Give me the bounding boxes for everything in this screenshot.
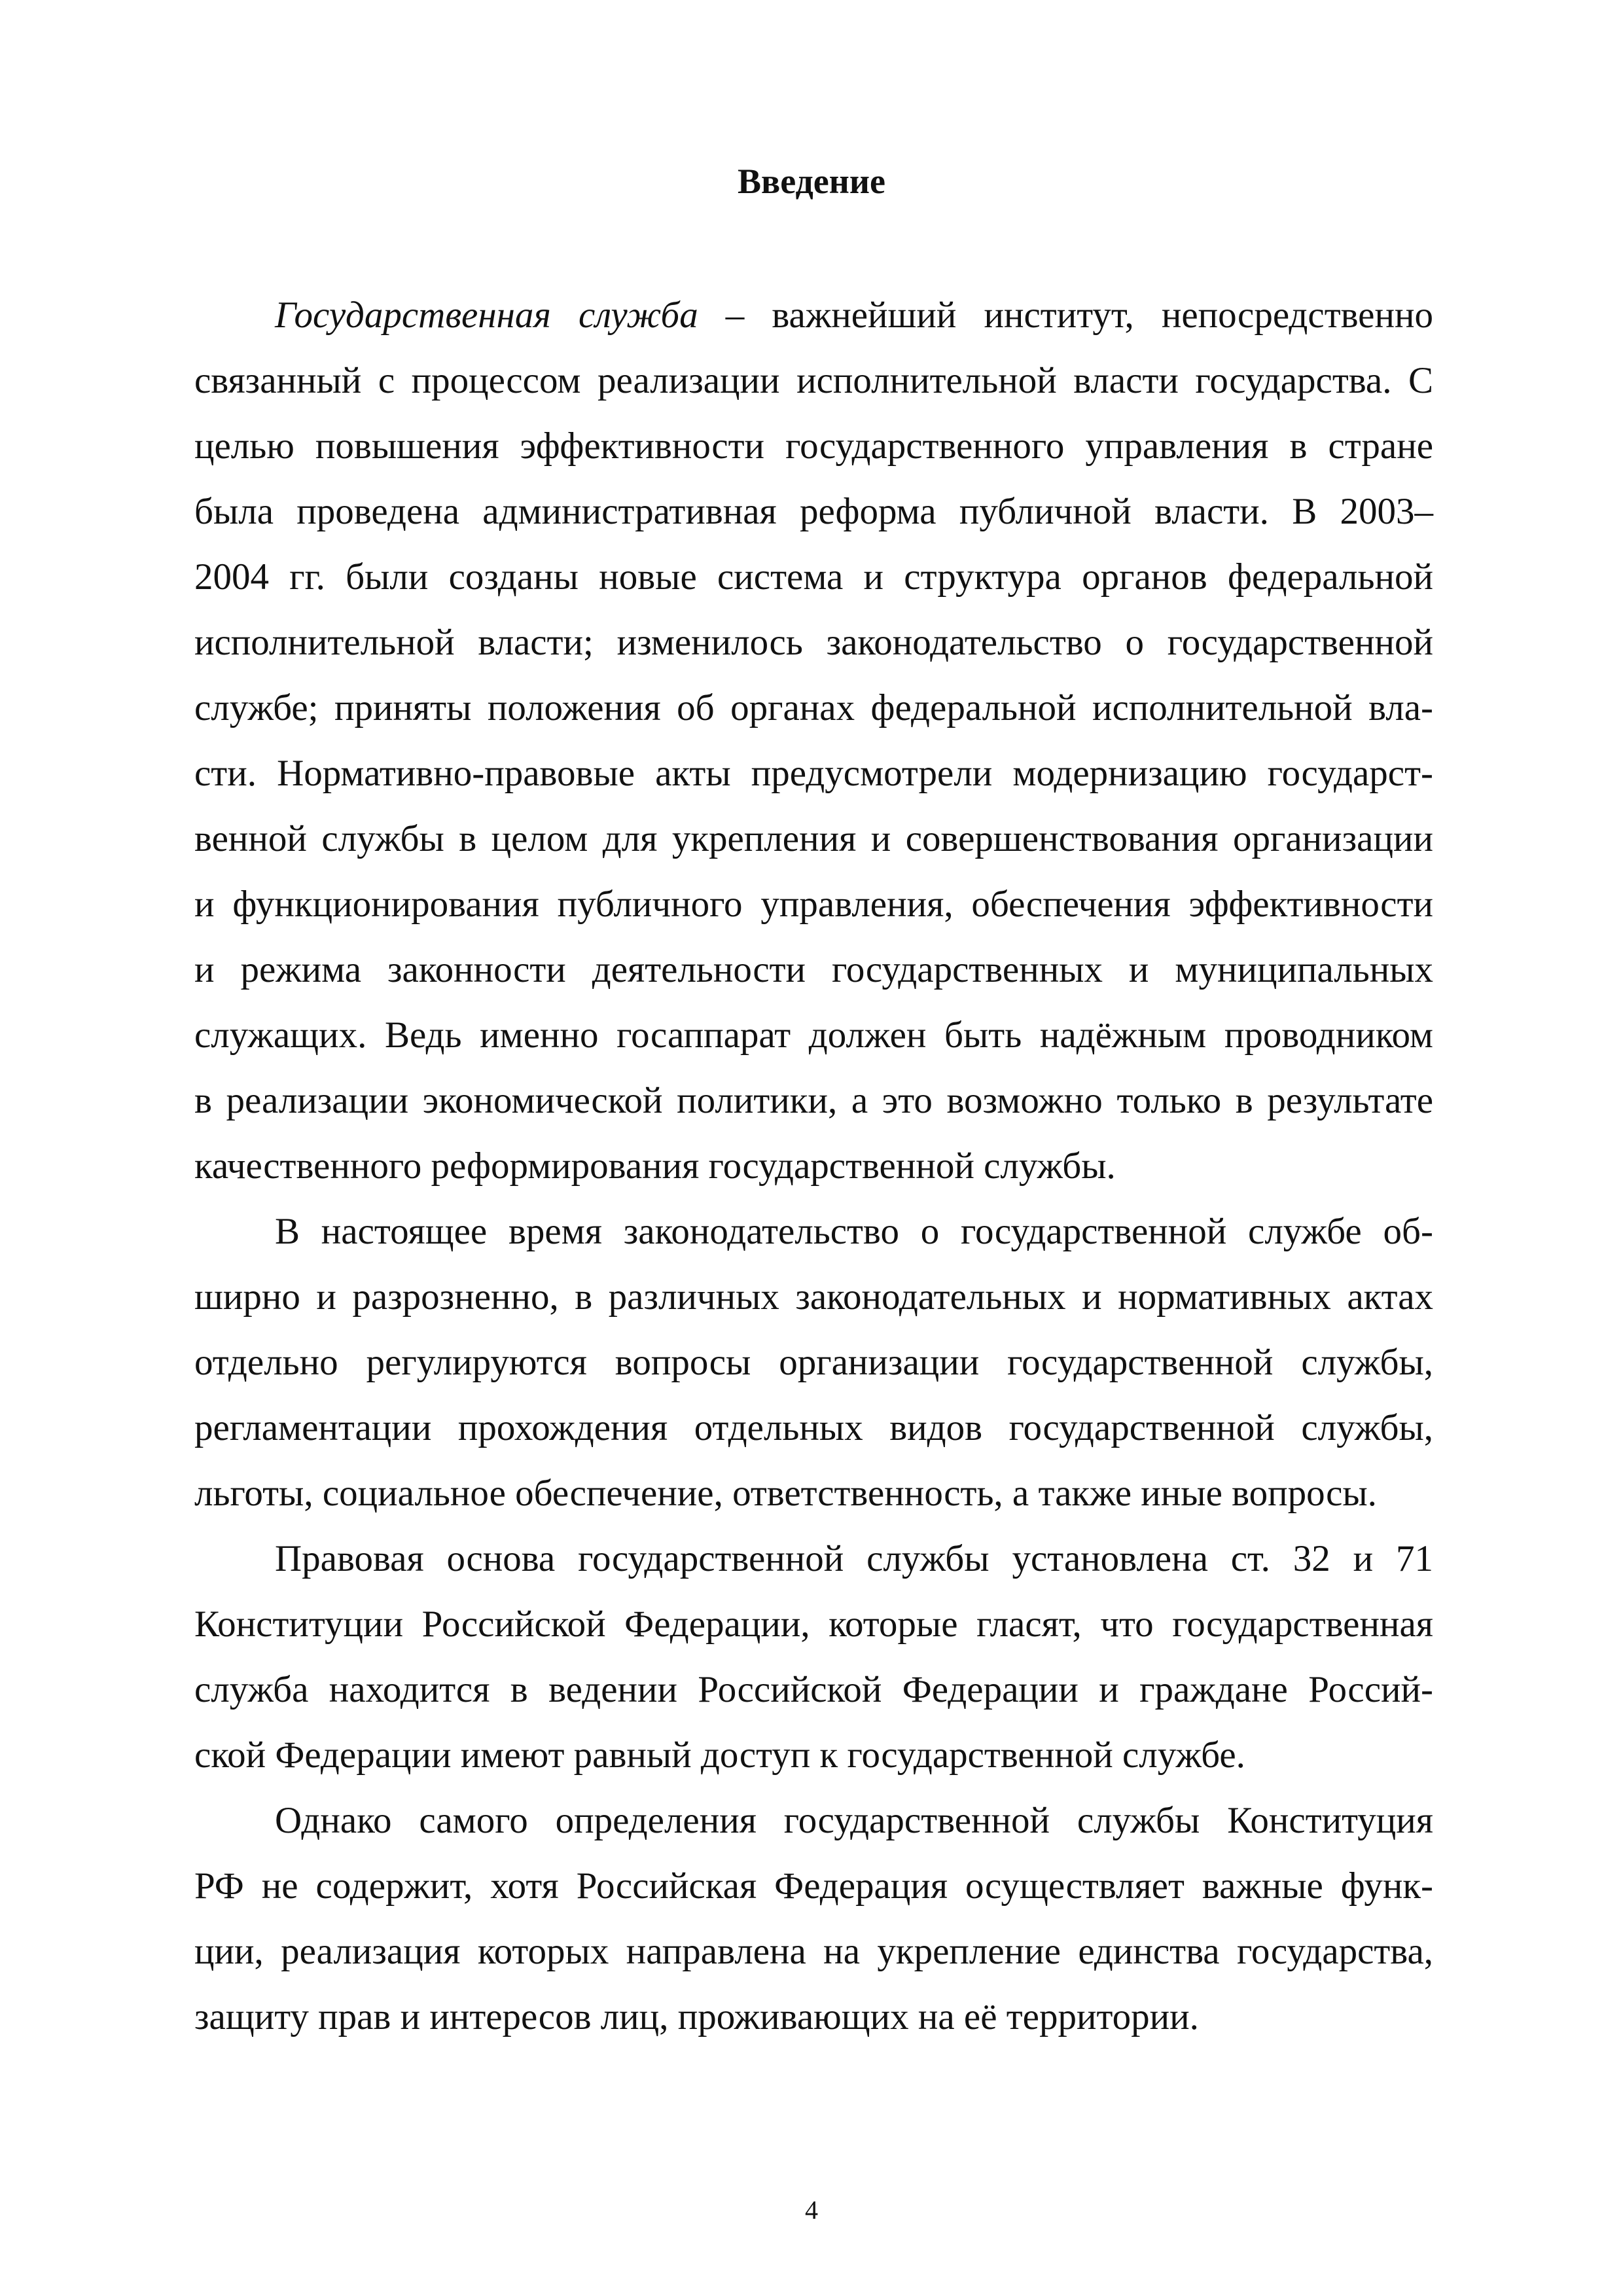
line-text: сти. Нормативно-правовые акты предусмотрели модернизацию государст- [194,753,1433,794]
line-text: связанный с процессом реализации исполнительной власти государства. С [194,360,1433,401]
line-text: регламентации прохождения отдельных видов государственной службы, [194,1407,1433,1448]
line-text: целью повышения эффективности государственного управления в стране [194,425,1433,467]
page-number: 4 [805,2195,818,2225]
page-title: Введение [738,162,885,201]
line-text: и функционирования публичного управления, обеспечения эффективности [194,884,1433,925]
line-text: Однако самого определения государственной службы Конституция [275,1800,1433,1841]
line-text: ской Федерации имеют равный доступ к государственной службе. [194,1734,1245,1776]
paragraph-4-line-1 [194,1788,1433,1854]
paragraph-1-line-8 [194,741,1433,806]
paragraph-1-line-3 [194,414,1433,479]
paragraph-3-line-1 [194,1526,1433,1592]
paragraph-1-line-11 [194,937,1433,1003]
paragraph-1-line-5 [194,545,1433,610]
paragraph-2-line-2 [194,1265,1433,1330]
paragraph-1-line-1 [194,283,1433,348]
line-text: служба находится в ведении Российской Федерации и граждане Россий- [194,1669,1433,1710]
line-text: 2004 гг. были созданы новые система и структура органов федеральной [194,556,1433,598]
paragraph-2-line-4 [194,1395,1433,1461]
paragraph-1-line-10 [194,872,1433,937]
line-text: РФ не содержит, хотя Российская Федерация осуществляет важные функ- [194,1865,1433,1907]
term-italic: Государственная служба [275,295,698,336]
line-text: В настоящее время законодательство о государственной службе об- [275,1211,1433,1252]
line-text: службе; приняты положения об органах федеральной исполнительной вла- [194,687,1433,728]
line-text: Правовая основа государственной службы установлена ст. 32 и 71 [275,1538,1433,1579]
paragraph-1-line-12 [194,1003,1433,1068]
paragraph-4-line-2 [194,1854,1433,1919]
line-text: была проведена административная реформа публичной власти. В 2003– [194,491,1433,532]
paragraph-3-line-2 [194,1592,1433,1657]
line-text: ции, реализация которых направлена на укрепление единства государства, [194,1931,1433,1972]
line-text: служащих. Ведь именно госаппарат должен быть надёжным проводником [194,1014,1433,1056]
line-text: качественного реформирования государственной службы. [194,1145,1116,1187]
line-text: защиту прав и интересов лиц, проживающих на её территории. [194,1996,1199,2037]
paragraph-1-line-6 [194,610,1433,675]
paragraph-3-line-3 [194,1657,1433,1723]
paragraph-1-line-14 [194,1134,1433,1199]
paragraph-1-line-9 [194,806,1433,872]
body-text [194,283,1433,2050]
line-text: исполнительной власти; изменилось законодательство о государственной [194,622,1433,663]
paragraph-4-line-3 [194,1919,1433,1984]
paragraph-4-line-4 [194,1984,1433,2050]
paragraph-1-line-13 [194,1068,1433,1134]
line-text: в реализации экономической политики, а это возможно только в результате [194,1080,1433,1121]
line-text: и режима законности деятельности государственных и муниципальных [194,949,1433,990]
line-text: отдельно регулируются вопросы организации государственной службы, [194,1342,1433,1383]
paragraph-2-line-1 [194,1199,1433,1265]
line-text: венной службы в целом для укрепления и совершенствования организации [194,818,1433,859]
paragraph-2-line-5 [194,1461,1433,1526]
line-text: Конституции Российской Федерации, которые гласят, что государственная [194,1604,1433,1645]
line-text: – важнейший институт, непосредственно [698,295,1433,336]
line-text: ширно и разрозненно, в различных законодательных и нормативных актах [194,1276,1433,1318]
paragraph-2-line-3 [194,1330,1433,1395]
line-text: льготы, социальное обеспечение, ответственность, а также иные вопросы. [194,1473,1377,1514]
paragraph-1-line-7 [194,675,1433,741]
paragraph-3-line-4 [194,1723,1433,1788]
paragraph-1-line-2 [194,348,1433,414]
paragraph-1-line-4 [194,479,1433,545]
